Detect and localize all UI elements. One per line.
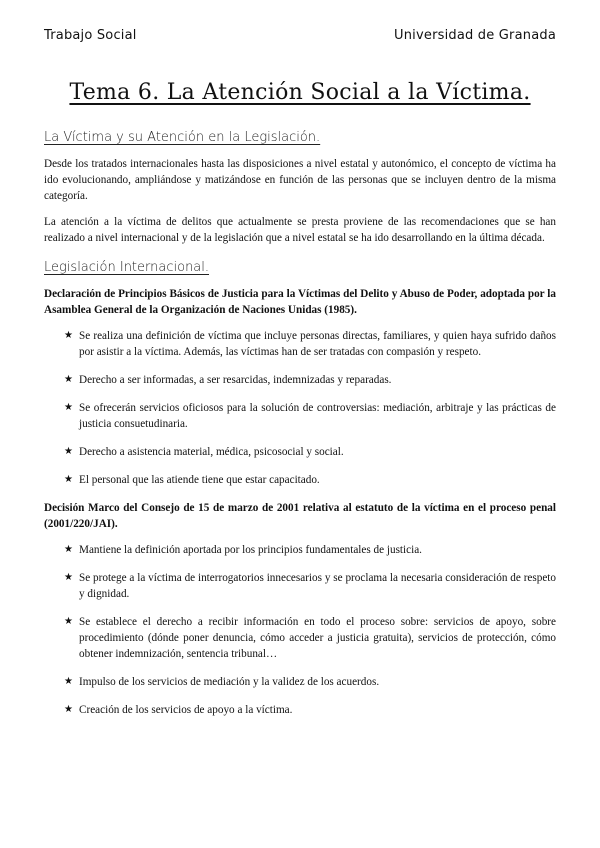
list-item: ★ Se establece el derecho a recibir información en todo el proceso sobre: servicios de apoyo, sobre procedimiento (dónde poner denuncia, cómo acceder a justicia gratuita), servicios de protección, cómo obtener indemnización, sentencia tribunal… (64, 616, 556, 660)
paragraph: Desde los tratados internacionales hasta las disposiciones a nivel estatal y autonómico, el concepto de víctima ha ido evolucionando, ampliándose y matizándose en función de las personas que se incluyen dentro de la misma categoría. (44, 158, 556, 202)
list-item: ★ Mantiene la definición aportada por los principios fundamentales de justicia. (64, 544, 422, 556)
star-icon: ★ (64, 446, 73, 457)
list-item: ★ Se ofrecerán servicios oficiosos para la solución de controversias: mediación, arbitraje y las prácticas de justicia consuetudinaria. (64, 402, 556, 430)
list-item: ★ Derecho a ser informadas, a ser resarcidas, indemnizadas y reparadas. (64, 374, 392, 386)
list-item: ★ El personal que las atiende tiene que estar capacitado. (64, 474, 320, 486)
paragraph: La atención a la víctima de delitos que actualmente se presta proviene de las recomendaciones que se han realizado a nivel internacional y de la legislación que a nivel estatal se ha ido desarrollando en la última década. (44, 216, 556, 244)
list-item: ★ Creación de los servicios de apoyo a la víctima. (64, 704, 293, 716)
star-icon: ★ (64, 676, 73, 687)
star-icon: ★ (64, 572, 73, 583)
header-course: Trabajo Social (44, 28, 137, 43)
star-icon: ★ (64, 330, 73, 341)
doc-title-decision-2001: Decisión Marco del Consejo de 15 de marzo de 2001 relativa al estatuto de la víctima en el proceso penal (2001/220/JAI). (44, 502, 556, 530)
star-icon: ★ (64, 704, 73, 715)
bullet-list-decision (44, 542, 556, 718)
star-icon: ★ (64, 374, 73, 385)
list-item: ★ Se realiza una definición de víctima que incluye personas directas, familiares, y quien haya sufrido daños por asistir a la víctima. Además, las víctimas han de ser tratadas con compasión y respeto. (64, 330, 556, 358)
bullet-list-declaration (44, 328, 556, 488)
star-icon: ★ (64, 402, 73, 413)
section-heading-legislation: La Víctima y su Atención en la Legislación. (44, 130, 321, 145)
header-university: Universidad de Granada (394, 28, 556, 43)
section-heading-international: Legislación Internacional. (44, 260, 210, 275)
star-icon: ★ (64, 544, 73, 555)
list-item: ★ Impulso de los servicios de mediación y la validez de los acuerdos. (64, 676, 380, 688)
page-title: Tema 6. La Atención Social a la Víctima. (69, 80, 531, 105)
star-icon: ★ (64, 474, 73, 485)
doc-title-declaration-1985: Declaración de Principios Básicos de Justicia para la Víctimas del Delito y Abuso de Poder, adoptada por la Asamblea General de la Organización de Naciones Unidas (1985). (44, 288, 556, 316)
list-item: ★ Derecho a asistencia material, médica, psicosocial y social. (64, 446, 344, 458)
star-icon: ★ (64, 616, 73, 627)
page-header (44, 28, 556, 43)
list-item: ★ Se protege a la víctima de interrogatorios innecesarios y se proclama la necesaria consideración de respeto y dignidad. (64, 572, 556, 600)
document-body (44, 130, 556, 730)
